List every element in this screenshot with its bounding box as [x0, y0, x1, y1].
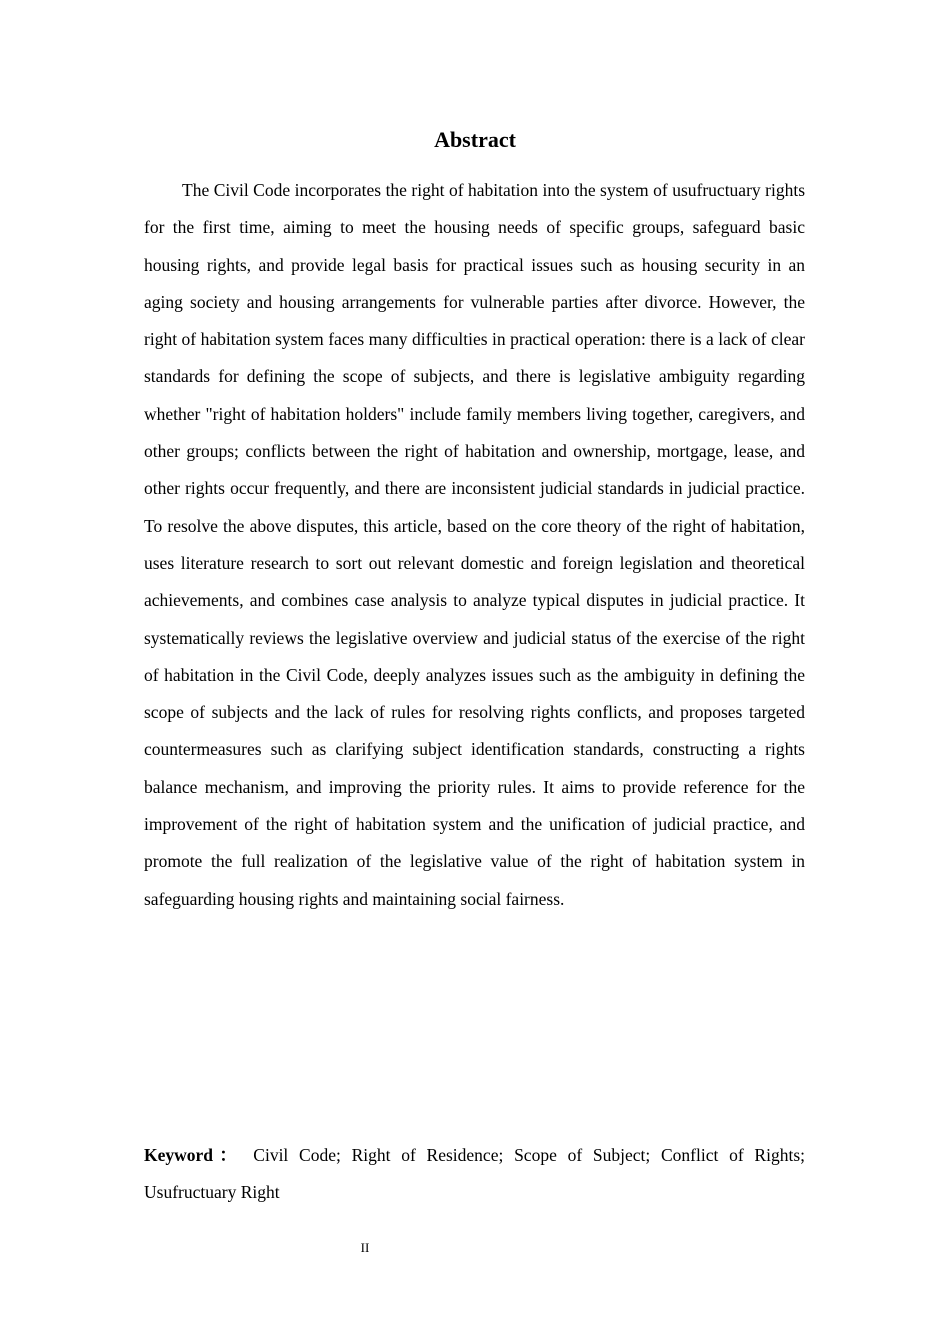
keywords-label: Keyword [144, 1145, 214, 1165]
abstract-title: Abstract [434, 127, 516, 152]
page-number: II [360, 1240, 370, 1255]
abstract-body: The Civil Code incorporates the right of habitation into the system of usufructuary rights for the first time, aiming to meet the housing needs of specific groups, safeguard basic housing rights, and provide legal basis for practical issues such as housing security in an aging society and housing arrangements for vulnerable parties after divorce. However, the right of habitation system faces many difficulties in practical operation: there is a lack of clear standards for defining the scope of subjects, and there is legislative ambiguity regarding whether "right of habitation holders" include family members living together, caregivers, and other groups; conflicts between the right of habitation and ownership, mortgage, lease, and other rights occur frequently, and there are inconsistent judicial standards in judicial practice. To resolve the above disputes, this article, based on the core theory of the right of habitation, uses literature research to sort out relevant domestic and foreign legislation and theoretical achievements, and combines case analysis to analyze typical disputes in judicial practice. It systematically reviews the legislative overview and judicial status of the exercise of the right of habitation in the Civil Code, deeply analyzes issues such as the ambiguity in defining the scope of subjects and the lack of rules for resolving rights conflicts, and proposes targeted countermeasures such as clarifying subject identification standards, constructing a rights balance mechanism, and improving the priority rules. It aims to provide reference for the improvement of the right of habitation system and the unification of judicial practice, and promote the full realization of the legislative value of the right of habitation system in safeguarding housing rights and maintaining social fairness. [144, 180, 805, 909]
keywords-line [144, 1137, 805, 1212]
keywords-separator: ： [213, 1145, 244, 1165]
keywords-text: Civil Code; Right of Residence; Scope of Subject; Conflict of Rights; Usufructuary Right [144, 1145, 806, 1203]
